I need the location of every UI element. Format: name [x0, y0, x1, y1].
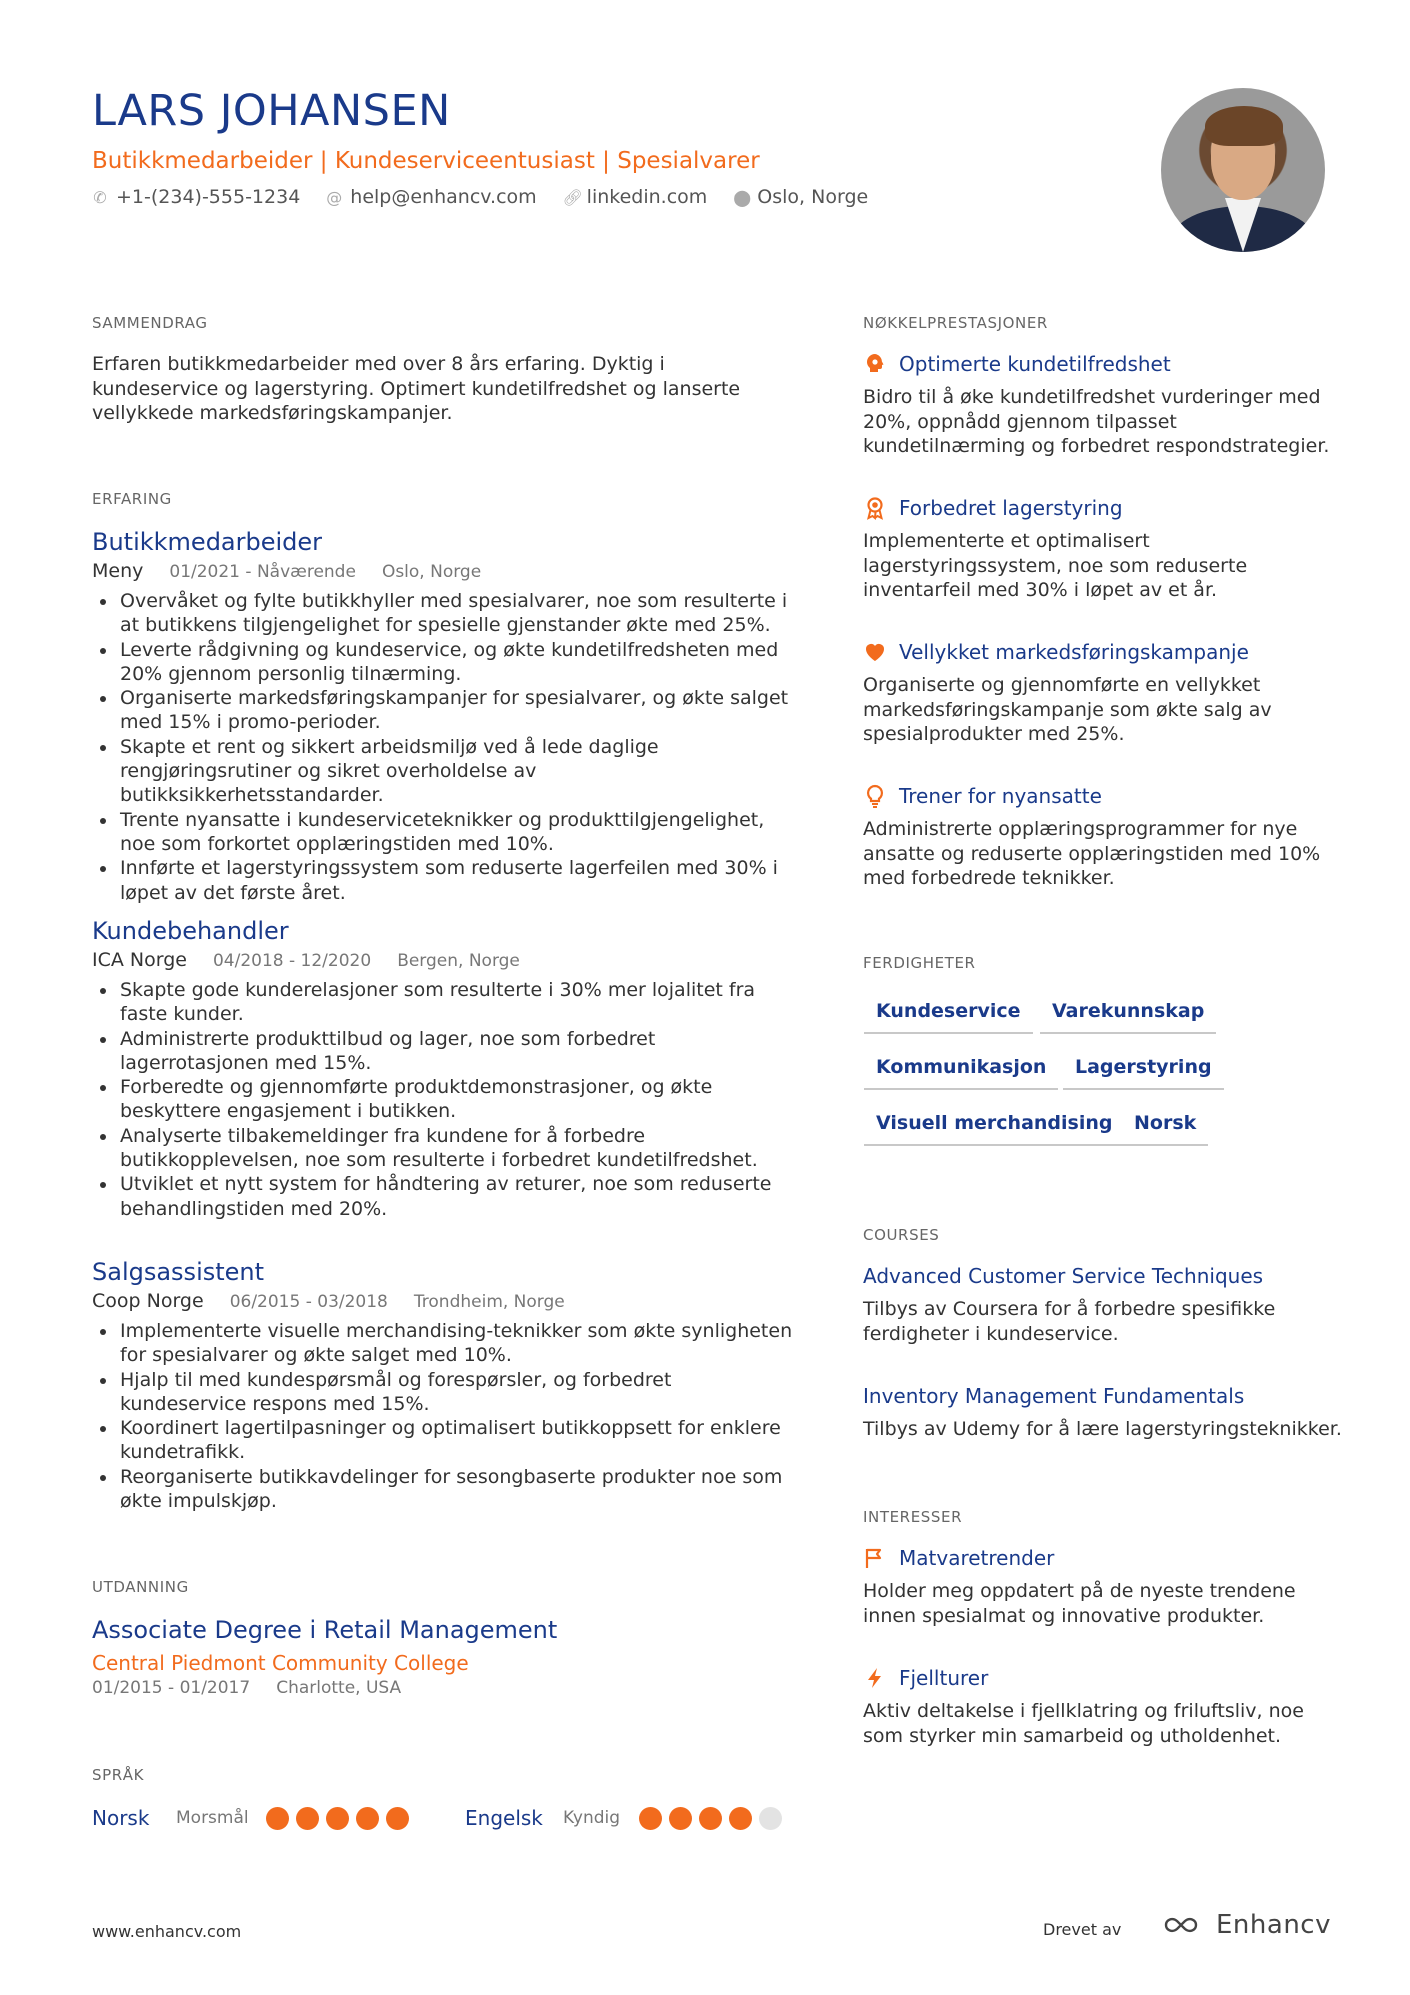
- skill-tag: Varekunnskap: [1040, 1000, 1216, 1034]
- course-text: Tilbys av Udemy for å lære lagerstyringsteknikker.: [863, 1418, 1342, 1440]
- language-item: [92, 1806, 409, 1830]
- achievement-title-text: Trener for nyansatte: [899, 784, 1102, 808]
- interest-title-text: Matvaretrender: [899, 1546, 1055, 1570]
- job-dates: 04/2018 - 12/2020: [212, 951, 372, 971]
- job-bullets: [92, 589, 802, 905]
- rating-dot-empty: [759, 1807, 782, 1830]
- education-heading: UTDANNING: [92, 1578, 189, 1596]
- language-rating: [639, 1807, 782, 1830]
- job-title: Kundebehandler: [92, 917, 289, 945]
- list-item: Organiserte markedsføringskampanjer for spesialvarer, og økte salget med 15% i promo-perioder.: [92, 686, 802, 735]
- contact-row: [92, 186, 868, 208]
- list-item: Leverte rådgivning og kundeservice, og økte kundetilfredsheten med 20% gjennom personlig tilnærming.: [92, 638, 802, 687]
- education-dates: 01/2015 - 01/2017: [92, 1678, 251, 1698]
- list-item: Skapte et rent og sikkert arbeidsmiljø ved å lede daglige rengjøringsrutiner og sikret overholdelse av butikksikkerhetsstandarder.: [92, 735, 802, 808]
- summary-text: Erfaren butikkmedarbeider med over 8 års erfaring. Dyktig i kundeservice og lagerstyring. Optimert kundetilfredshet og lanserte vellykkede markedsføringskampanjer.: [92, 353, 741, 424]
- languages-heading: SPRÅK: [92, 1766, 145, 1784]
- linkedin-text: linkedin.com: [586, 186, 708, 208]
- lightbulb-head-icon: [863, 352, 887, 376]
- rating-dot-filled: [669, 1807, 692, 1830]
- brand-logo[interactable]: [1162, 1910, 1331, 1940]
- job-company: Coop Norge: [92, 1290, 204, 1312]
- language-rating: [266, 1807, 409, 1830]
- achievement-text: Implementerte et optimalisert lagerstyringssystem, noe som reduserte inventarfeil med 30% i løpet av et år.: [863, 530, 1248, 601]
- interest-text: Aktiv deltakelse i fjellklatring og friluftsliv, noe som styrker min samarbeid og utholdenhet.: [863, 1700, 1304, 1747]
- contact-email[interactable]: [326, 186, 536, 208]
- footer-powered-by: Drevet av: [1043, 1920, 1122, 1939]
- achievement-text: Bidro til å øke kundetilfredshet vurderinger med 20%, oppnådd gjennom tilpasset kundetilnærming og forbedret respondstrategier.: [863, 386, 1330, 457]
- brand-name: Enhancv: [1216, 1910, 1331, 1940]
- list-item: Overvåket og fylte butikkhyller med spesialvarer, noe som resulterte i at butikkens tilgjengelighet for spesielle gjenstander økte med 25%.: [92, 589, 802, 638]
- phone-text: +1-(234)-555-1234: [116, 186, 301, 208]
- achievement-title: [863, 640, 1249, 664]
- location-pin-icon: ⬤: [733, 187, 752, 207]
- course-title: Inventory Management Fundamentals: [863, 1384, 1245, 1408]
- achievements-heading: NØKKELPRESTASJONER: [863, 314, 1048, 332]
- skill-tag: Kundeservice: [864, 1000, 1033, 1034]
- job-dates: 06/2015 - 03/2018: [229, 1292, 388, 1312]
- interests-heading: INTERESSER: [863, 1508, 963, 1526]
- education-degree: Associate Degree i Retail Management: [92, 1616, 558, 1644]
- job-company: Meny: [92, 560, 144, 582]
- interest-title: [863, 1546, 1054, 1570]
- flag-icon: [863, 1546, 887, 1570]
- education-location: Charlotte, USA: [276, 1678, 402, 1698]
- rating-dot-filled: [266, 1807, 289, 1830]
- job-dates: 01/2021 - Nåværende: [169, 562, 356, 582]
- list-item: Skapte gode kunderelasjoner som resulterte i 30% mer lojalitet fra faste kunder.: [92, 978, 802, 1027]
- at-icon: @: [326, 187, 343, 207]
- contact-linkedin[interactable]: [563, 186, 708, 208]
- education-meta: [92, 1678, 401, 1698]
- contact-location: [733, 186, 868, 208]
- language-level: Morsmål: [176, 1808, 249, 1828]
- job-bullets: [92, 978, 802, 1221]
- phone-icon: ✆: [93, 187, 107, 207]
- list-item: Utviklet et nytt system for håndtering av returer, noe som reduserte behandlingstiden med 20%.: [92, 1172, 802, 1221]
- interest-title: [863, 1666, 988, 1690]
- rating-dot-filled: [639, 1807, 662, 1830]
- rating-dot-filled: [356, 1807, 379, 1830]
- rating-dot-filled: [296, 1807, 319, 1830]
- courses-heading: COURSES: [863, 1226, 940, 1244]
- course-title: Advanced Customer Service Techniques: [863, 1264, 1264, 1288]
- job-meta: [92, 1290, 565, 1312]
- job-location: Oslo, Norge: [381, 562, 482, 582]
- language-level: Kyndig: [563, 1808, 621, 1828]
- language-name: Norsk: [92, 1806, 150, 1830]
- list-item: Innførte et lagerstyringssystem som reduserte lagerfeilen med 30% i løpet av det første året.: [92, 856, 802, 905]
- language-name: Engelsk: [465, 1806, 543, 1830]
- achievement-title: [863, 496, 1123, 520]
- heart-icon: [863, 640, 887, 664]
- skill-tag: Norsk: [1122, 1112, 1208, 1146]
- job-company: ICA Norge: [92, 949, 187, 971]
- interest-title-text: Fjellturer: [899, 1666, 989, 1690]
- language-item: [465, 1806, 782, 1830]
- list-item: Hjalp til med kundespørsmål og forespørsler, og forbedret kundeservice respons med 15%.: [92, 1368, 802, 1417]
- avatar: [1161, 88, 1325, 252]
- achievement-title: [863, 784, 1102, 808]
- skill-tag: Visuell merchandising: [864, 1112, 1125, 1146]
- skill-tag: Kommunikasjon: [864, 1056, 1058, 1090]
- list-item: Reorganiserte butikkavdelinger for sesongbaserte produkter noe som økte impulskjøp.: [92, 1465, 802, 1514]
- achievement-title-text: Vellykket markedsføringskampanje: [899, 640, 1249, 664]
- job-meta: [92, 949, 520, 971]
- achievement-title-text: Forbedret lagerstyring: [899, 496, 1123, 520]
- contact-phone[interactable]: [92, 186, 300, 208]
- job-title: Butikkmedarbeider: [92, 528, 323, 556]
- email-text: help@enhancv.com: [350, 186, 537, 208]
- achievement-text: Administrerte opplæringsprogrammer for nye ansatte og reduserte opplæringstiden med 10% med forbedrede teknikker.: [863, 818, 1321, 889]
- achievement-text: Organiserte og gjennomførte en vellykket markedsføringskampanje som økte salg av spesialprodukter med 25%.: [863, 674, 1272, 745]
- summary-heading: SAMMENDRAG: [92, 314, 208, 332]
- list-item: Forberedte og gjennomførte produktdemonstrasjoner, og økte beskyttere engasjement i butikken.: [92, 1075, 802, 1124]
- education-school: Central Piedmont Community College: [92, 1651, 469, 1675]
- achievement-title: [863, 352, 1171, 376]
- rating-dot-filled: [699, 1807, 722, 1830]
- lightning-icon: [863, 1666, 887, 1690]
- skill-tag: Lagerstyring: [1063, 1056, 1224, 1090]
- candidate-tagline: Butikkmedarbeider | Kundeserviceentusiast | Spesialvarer: [92, 148, 760, 174]
- course-text: Tilbys av Coursera for å forbedre spesifikke ferdigheter i kundeservice.: [863, 1298, 1276, 1345]
- list-item: Analyserte tilbakemeldinger fra kundene for å forbedre butikkopplevelsen, noe som resulterte i forbedret kundetilfredshet.: [92, 1124, 802, 1173]
- job-title: Salgsassistent: [92, 1258, 265, 1286]
- skills-heading: FERDIGHETER: [863, 954, 976, 972]
- job-location: Trondheim, Norge: [413, 1292, 565, 1312]
- list-item: Implementerte visuelle merchandising-teknikker som økte synligheten for spesialvarer og økte salget med 10%.: [92, 1319, 802, 1368]
- experience-heading: ERFARING: [92, 490, 172, 508]
- rating-dot-filled: [326, 1807, 349, 1830]
- link-icon: 🔗︎: [562, 187, 583, 207]
- award-ribbon-icon: [863, 496, 887, 520]
- list-item: Koordinert lagertilpasninger og optimalisert butikkoppsett for enklere kundetrafikk.: [92, 1416, 802, 1465]
- job-location: Bergen, Norge: [397, 951, 520, 971]
- candidate-name: LARS JOHANSEN: [92, 86, 451, 136]
- job-bullets: [92, 1319, 802, 1513]
- rating-dot-filled: [729, 1807, 752, 1830]
- list-item: Trente nyansatte i kundeserviceteknikker og produkttilgjengelighet, noe som forkortet opplæringstiden med 10%.: [92, 808, 802, 857]
- interest-text: Holder meg oppdatert på de nyeste trendene innen spesialmat og innovative produkter.: [863, 1580, 1296, 1627]
- infinity-icon: [1162, 1913, 1208, 1937]
- rating-dot-filled: [386, 1807, 409, 1830]
- job-meta: [92, 560, 481, 582]
- list-item: Administrerte produkttilbud og lager, noe som forbedret lagerrotasjonen med 15%.: [92, 1027, 802, 1076]
- footer-url[interactable]: www.enhancv.com: [92, 1922, 242, 1941]
- lightbulb-icon: [863, 784, 887, 808]
- location-text: Oslo, Norge: [757, 186, 869, 208]
- achievement-title-text: Optimerte kundetilfredshet: [899, 352, 1171, 376]
